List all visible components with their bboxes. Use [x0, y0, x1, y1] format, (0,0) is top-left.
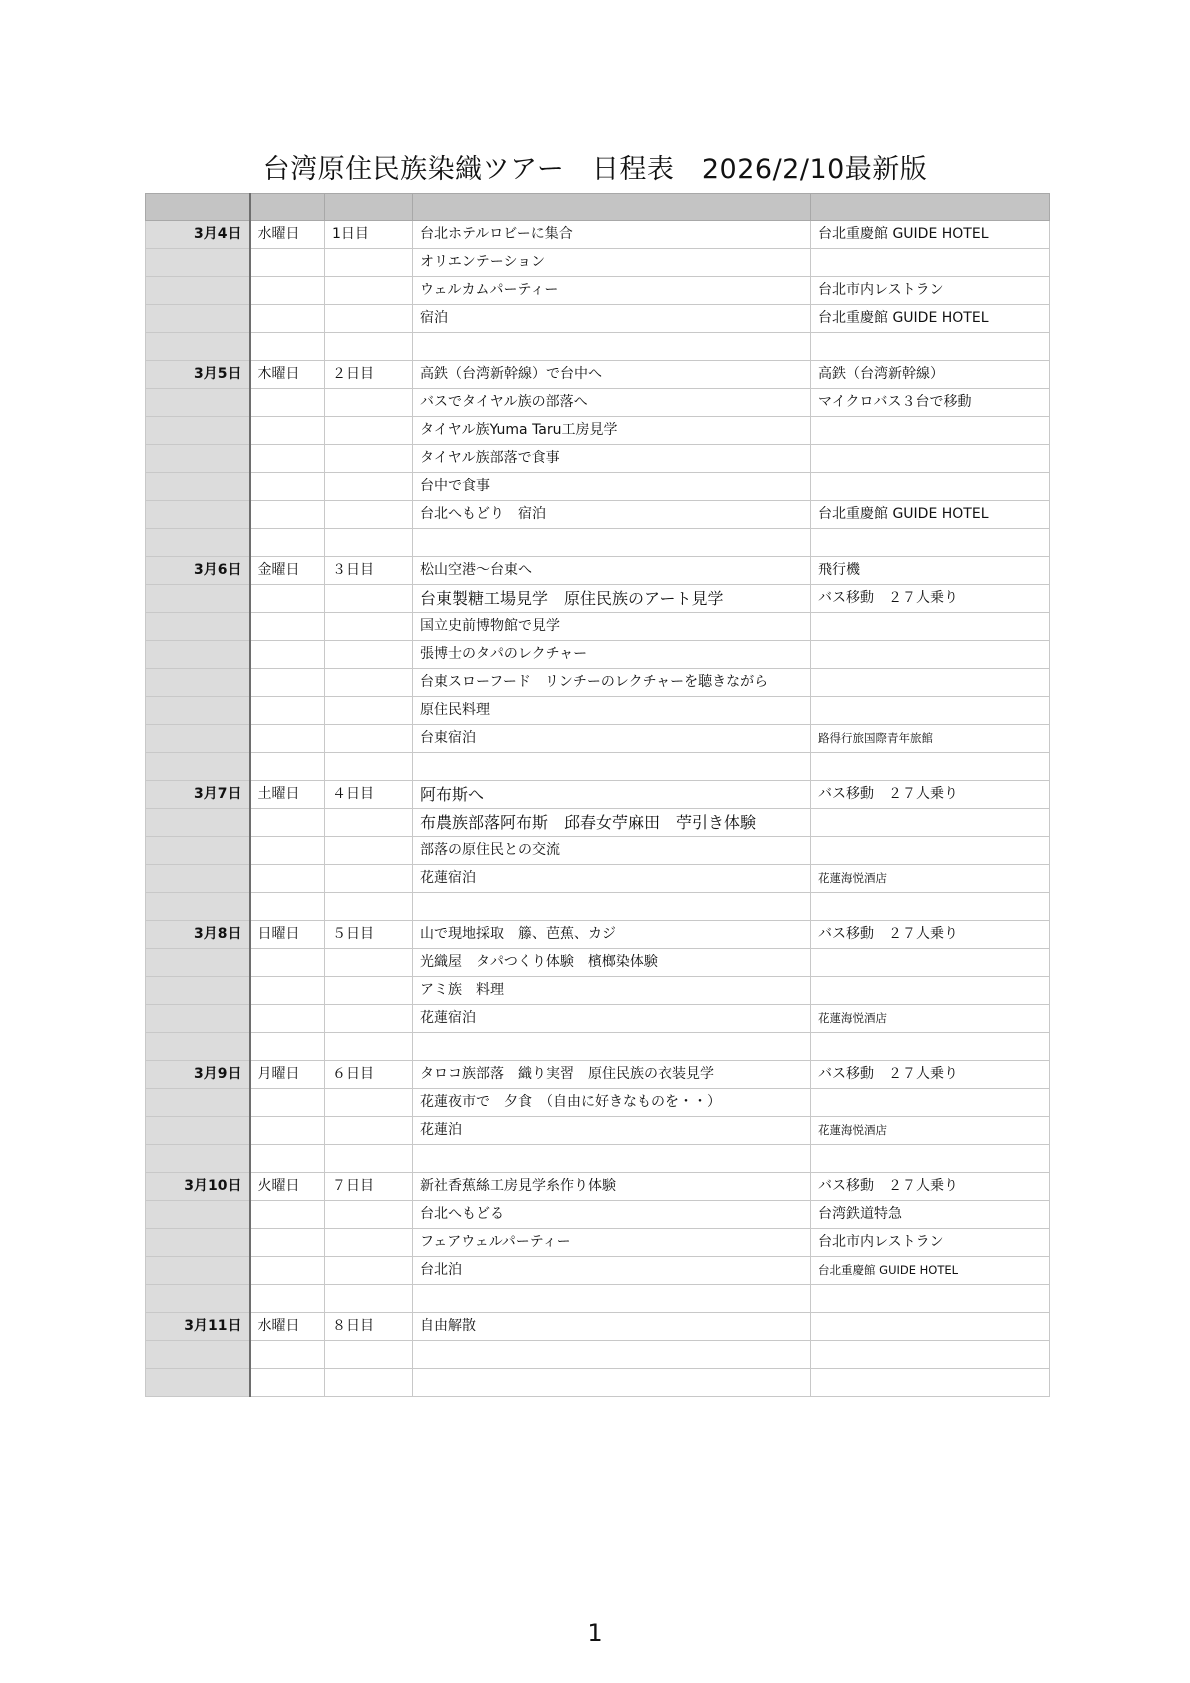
- location-cell: 花蓮海悦酒店: [811, 1005, 1050, 1033]
- date-cell: [146, 305, 250, 333]
- weekday-cell: [250, 837, 325, 865]
- day-cell: [325, 837, 413, 865]
- day-cell: [325, 473, 413, 501]
- table-row: [146, 725, 1050, 753]
- location-cell: [811, 1285, 1050, 1313]
- table-row: [146, 529, 1050, 557]
- activity-cell: 自由解散: [413, 1313, 811, 1341]
- day-cell: [325, 305, 413, 333]
- location-cell: [811, 669, 1050, 697]
- weekday-cell: 土曜日: [250, 781, 325, 809]
- table-row: [146, 1285, 1050, 1313]
- day-cell: [325, 1033, 413, 1061]
- day-cell: [325, 1089, 413, 1117]
- date-cell: [146, 389, 250, 417]
- day-cell: [325, 669, 413, 697]
- location-cell: [811, 613, 1050, 641]
- activity-cell: 布農族部落阿布斯 邱春女苧麻田 苧引き体験: [413, 809, 811, 837]
- schedule-table: [145, 193, 1050, 1397]
- day-cell: [325, 893, 413, 921]
- weekday-cell: [250, 977, 325, 1005]
- date-cell: [146, 1229, 250, 1257]
- table-row: [146, 557, 1050, 585]
- weekday-cell: 金曜日: [250, 557, 325, 585]
- location-cell: [811, 1341, 1050, 1369]
- location-cell: [811, 1033, 1050, 1061]
- weekday-cell: [250, 417, 325, 445]
- activity-cell: 花蓮泊: [413, 1117, 811, 1145]
- table-row: [146, 669, 1050, 697]
- weekday-cell: [250, 585, 325, 613]
- day-cell: [325, 501, 413, 529]
- page-number: 1: [587, 1619, 603, 1647]
- activity-cell: 原住民料理: [413, 697, 811, 725]
- day-cell: [325, 865, 413, 893]
- activity-cell: 台東スローフード リンチーのレクチャーを聴きながら: [413, 669, 811, 697]
- activity-cell: 阿布斯へ: [413, 781, 811, 809]
- activity-cell: [413, 333, 811, 361]
- table-row: [146, 305, 1050, 333]
- day-cell: [325, 1257, 413, 1285]
- activity-cell: アミ族 料理: [413, 977, 811, 1005]
- weekday-cell: [250, 949, 325, 977]
- location-cell: 台北重慶館 GUIDE HOTEL: [811, 221, 1050, 249]
- table-row: [146, 893, 1050, 921]
- date-cell: [146, 473, 250, 501]
- table-row: [146, 1061, 1050, 1089]
- activity-cell: 台北へもどり 宿泊: [413, 501, 811, 529]
- location-cell: [811, 641, 1050, 669]
- location-cell: [811, 249, 1050, 277]
- table-row: [146, 837, 1050, 865]
- activity-cell: 花蓮宿泊: [413, 865, 811, 893]
- table-row: [146, 753, 1050, 781]
- weekday-cell: [250, 305, 325, 333]
- weekday-cell: [250, 501, 325, 529]
- weekday-cell: [250, 1117, 325, 1145]
- day-cell: [325, 277, 413, 305]
- location-cell: 台湾鉄道特急: [811, 1201, 1050, 1229]
- day-cell: ４日目: [325, 781, 413, 809]
- day-cell: [325, 417, 413, 445]
- activity-cell: 張博士のタパのレクチャー: [413, 641, 811, 669]
- activity-cell: 新社香蕉絲工房見学糸作り体験: [413, 1173, 811, 1201]
- date-cell: [146, 977, 250, 1005]
- date-cell: [146, 1257, 250, 1285]
- table-row: [146, 697, 1050, 725]
- weekday-cell: [250, 809, 325, 837]
- date-cell: [146, 249, 250, 277]
- date-cell: [146, 1033, 250, 1061]
- activity-cell: 台北ホテルロビーに集合: [413, 221, 811, 249]
- day-cell: [325, 977, 413, 1005]
- table-row: [146, 809, 1050, 837]
- weekday-cell: [250, 1285, 325, 1313]
- table-row: [146, 249, 1050, 277]
- activity-cell: 花蓮夜市で 夕食 （自由に好きなものを・・）: [413, 1089, 811, 1117]
- schedule-body: [146, 194, 1050, 1397]
- location-cell: マイクロバス３台で移動: [811, 389, 1050, 417]
- location-cell: [811, 949, 1050, 977]
- day-cell: [325, 389, 413, 417]
- weekday-cell: [250, 669, 325, 697]
- activity-cell: 国立史前博物館で見学: [413, 613, 811, 641]
- table-row: [146, 781, 1050, 809]
- weekday-cell: [250, 1369, 325, 1397]
- date-cell: [146, 1369, 250, 1397]
- location-cell: 花蓮海悦酒店: [811, 865, 1050, 893]
- day-cell: ７日目: [325, 1173, 413, 1201]
- date-cell: [146, 277, 250, 305]
- table-row: [146, 949, 1050, 977]
- table-row: [146, 417, 1050, 445]
- day-cell: [325, 725, 413, 753]
- day-cell: [325, 1341, 413, 1369]
- date-cell: [146, 893, 250, 921]
- weekday-cell: 水曜日: [250, 221, 325, 249]
- date-cell: 3月9日: [146, 1061, 250, 1089]
- page-title: 台湾原住民族染織ツアー 日程表 2026/2/10最新版: [262, 154, 928, 185]
- location-cell: バス移動 ２７人乗り: [811, 585, 1050, 613]
- activity-cell: 花蓮宿泊: [413, 1005, 811, 1033]
- location-cell: バス移動 ２７人乗り: [811, 921, 1050, 949]
- day-cell: ８日目: [325, 1313, 413, 1341]
- header-cell-activity: [413, 194, 811, 221]
- date-cell: [146, 725, 250, 753]
- activity-cell: [413, 1033, 811, 1061]
- table-row: [146, 445, 1050, 473]
- date-cell: [146, 1201, 250, 1229]
- date-cell: [146, 501, 250, 529]
- header-cell-weekday: [250, 194, 325, 221]
- table-row: [146, 641, 1050, 669]
- date-cell: [146, 1341, 250, 1369]
- day-cell: [325, 613, 413, 641]
- weekday-cell: [250, 1229, 325, 1257]
- location-cell: [811, 753, 1050, 781]
- activity-cell: 宿泊: [413, 305, 811, 333]
- weekday-cell: [250, 529, 325, 557]
- location-cell: [811, 333, 1050, 361]
- location-cell: 台北市内レストラン: [811, 1229, 1050, 1257]
- day-cell: [325, 1005, 413, 1033]
- location-cell: [811, 837, 1050, 865]
- table-row: [146, 585, 1050, 613]
- activity-cell: 台中で食事: [413, 473, 811, 501]
- header-cell-date: [146, 194, 250, 221]
- date-cell: [146, 641, 250, 669]
- activity-cell: [413, 1369, 811, 1397]
- activity-cell: 高鉄（台湾新幹線）で台中へ: [413, 361, 811, 389]
- day-cell: [325, 753, 413, 781]
- activity-cell: タイヤル族Yuma Taru工房見学: [413, 417, 811, 445]
- location-cell: 飛行機: [811, 557, 1050, 585]
- weekday-cell: 火曜日: [250, 1173, 325, 1201]
- activity-cell: 光織屋 タパつくり体験 檳榔染体験: [413, 949, 811, 977]
- table-row: [146, 333, 1050, 361]
- weekday-cell: [250, 445, 325, 473]
- date-cell: [146, 1285, 250, 1313]
- location-cell: [811, 1313, 1050, 1341]
- table-row: [146, 221, 1050, 249]
- table-row: [146, 389, 1050, 417]
- activity-cell: バスでタイヤル族の部落へ: [413, 389, 811, 417]
- location-cell: [811, 1089, 1050, 1117]
- weekday-cell: [250, 1033, 325, 1061]
- table-row: [146, 1313, 1050, 1341]
- weekday-cell: 日曜日: [250, 921, 325, 949]
- location-cell: [811, 977, 1050, 1005]
- table-row: [146, 921, 1050, 949]
- day-cell: [325, 1229, 413, 1257]
- table-row: [146, 613, 1050, 641]
- day-cell: [325, 333, 413, 361]
- table-row: [146, 501, 1050, 529]
- table-row: [146, 277, 1050, 305]
- activity-cell: [413, 753, 811, 781]
- day-cell: [325, 1201, 413, 1229]
- date-cell: 3月6日: [146, 557, 250, 585]
- location-cell: [811, 809, 1050, 837]
- location-cell: [811, 1145, 1050, 1173]
- day-cell: [325, 641, 413, 669]
- location-cell: 台北重慶館 GUIDE HOTEL: [811, 1257, 1050, 1285]
- activity-cell: 台北へもどる: [413, 1201, 811, 1229]
- location-cell: 花蓮海悦酒店: [811, 1117, 1050, 1145]
- activity-cell: 松山空港〜台東へ: [413, 557, 811, 585]
- day-cell: ２日目: [325, 361, 413, 389]
- activity-cell: フェアウェルパーティー: [413, 1229, 811, 1257]
- activity-cell: [413, 529, 811, 557]
- day-cell: [325, 1285, 413, 1313]
- activity-cell: 部落の原住民との交流: [413, 837, 811, 865]
- day-cell: [325, 1369, 413, 1397]
- weekday-cell: [250, 1341, 325, 1369]
- day-cell: [325, 249, 413, 277]
- date-cell: [146, 529, 250, 557]
- weekday-cell: [250, 1005, 325, 1033]
- header-cell-day: [325, 194, 413, 221]
- date-cell: [146, 949, 250, 977]
- location-cell: [811, 473, 1050, 501]
- activity-cell: 台東宿泊: [413, 725, 811, 753]
- date-cell: [146, 613, 250, 641]
- date-cell: [146, 333, 250, 361]
- day-cell: [325, 529, 413, 557]
- weekday-cell: [250, 473, 325, 501]
- table-row: [146, 473, 1050, 501]
- location-cell: 路得行旅国際青年旅館: [811, 725, 1050, 753]
- location-cell: [811, 893, 1050, 921]
- weekday-cell: [250, 277, 325, 305]
- location-cell: [811, 445, 1050, 473]
- day-cell: [325, 1117, 413, 1145]
- date-cell: [146, 697, 250, 725]
- activity-cell: [413, 1145, 811, 1173]
- header-cell-location: [811, 194, 1050, 221]
- location-cell: 台北市内レストラン: [811, 277, 1050, 305]
- day-cell: [325, 445, 413, 473]
- date-cell: [146, 445, 250, 473]
- date-cell: [146, 1117, 250, 1145]
- location-cell: 高鉄（台湾新幹線）: [811, 361, 1050, 389]
- location-cell: [811, 417, 1050, 445]
- table-row: [146, 1117, 1050, 1145]
- day-cell: ６日目: [325, 1061, 413, 1089]
- date-cell: 3月5日: [146, 361, 250, 389]
- location-cell: 台北重慶館 GUIDE HOTEL: [811, 501, 1050, 529]
- activity-cell: ウェルカムパーティー: [413, 277, 811, 305]
- weekday-cell: [250, 753, 325, 781]
- table-row: [146, 1005, 1050, 1033]
- activity-cell: タイヤル族部落で食事: [413, 445, 811, 473]
- weekday-cell: 月曜日: [250, 1061, 325, 1089]
- table-row: [146, 865, 1050, 893]
- table-row: [146, 361, 1050, 389]
- table-row: [146, 1201, 1050, 1229]
- date-cell: 3月4日: [146, 221, 250, 249]
- table-row: [146, 1089, 1050, 1117]
- date-cell: [146, 585, 250, 613]
- weekday-cell: [250, 865, 325, 893]
- date-cell: [146, 1089, 250, 1117]
- weekday-cell: [250, 725, 325, 753]
- location-cell: 台北重慶館 GUIDE HOTEL: [811, 305, 1050, 333]
- table-row: [146, 1033, 1050, 1061]
- weekday-cell: 木曜日: [250, 361, 325, 389]
- date-cell: [146, 753, 250, 781]
- date-cell: [146, 417, 250, 445]
- table-row: [146, 1229, 1050, 1257]
- table-row: [146, 1341, 1050, 1369]
- table-row: [146, 977, 1050, 1005]
- activity-cell: 台北泊: [413, 1257, 811, 1285]
- activity-cell: 山で現地採取 籐、芭蕉、カジ: [413, 921, 811, 949]
- location-cell: [811, 1369, 1050, 1397]
- weekday-cell: [250, 697, 325, 725]
- weekday-cell: [250, 1089, 325, 1117]
- activity-cell: [413, 893, 811, 921]
- day-cell: [325, 1145, 413, 1173]
- day-cell: ５日目: [325, 921, 413, 949]
- day-cell: [325, 697, 413, 725]
- date-cell: [146, 809, 250, 837]
- date-cell: [146, 1005, 250, 1033]
- location-cell: バス移動 ２７人乗り: [811, 1061, 1050, 1089]
- date-cell: 3月11日: [146, 1313, 250, 1341]
- weekday-cell: [250, 1145, 325, 1173]
- weekday-cell: 水曜日: [250, 1313, 325, 1341]
- table-row: [146, 1145, 1050, 1173]
- weekday-cell: [250, 389, 325, 417]
- weekday-cell: [250, 333, 325, 361]
- location-cell: バス移動 ２７人乗り: [811, 1173, 1050, 1201]
- activity-cell: オリエンテーション: [413, 249, 811, 277]
- date-cell: [146, 837, 250, 865]
- day-cell: ３日目: [325, 557, 413, 585]
- day-cell: [325, 809, 413, 837]
- weekday-cell: [250, 893, 325, 921]
- table-row: [146, 1173, 1050, 1201]
- table-row: [146, 1369, 1050, 1397]
- day-cell: [325, 585, 413, 613]
- activity-cell: 台東製糖工場見学 原住民族のアート見学: [413, 585, 811, 613]
- weekday-cell: [250, 249, 325, 277]
- date-cell: 3月7日: [146, 781, 250, 809]
- date-cell: [146, 865, 250, 893]
- date-cell: [146, 1145, 250, 1173]
- activity-cell: タロコ族部落 織り実習 原住民族の衣装見学: [413, 1061, 811, 1089]
- table-row: [146, 1257, 1050, 1285]
- day-cell: [325, 949, 413, 977]
- table-header-row: [146, 194, 1050, 221]
- weekday-cell: [250, 1257, 325, 1285]
- date-cell: 3月8日: [146, 921, 250, 949]
- activity-cell: [413, 1285, 811, 1313]
- location-cell: [811, 697, 1050, 725]
- weekday-cell: [250, 1201, 325, 1229]
- weekday-cell: [250, 613, 325, 641]
- activity-cell: [413, 1341, 811, 1369]
- weekday-cell: [250, 641, 325, 669]
- date-cell: 3月10日: [146, 1173, 250, 1201]
- day-cell: 1日目: [325, 221, 413, 249]
- location-cell: [811, 529, 1050, 557]
- date-cell: [146, 669, 250, 697]
- location-cell: バス移動 ２７人乗り: [811, 781, 1050, 809]
